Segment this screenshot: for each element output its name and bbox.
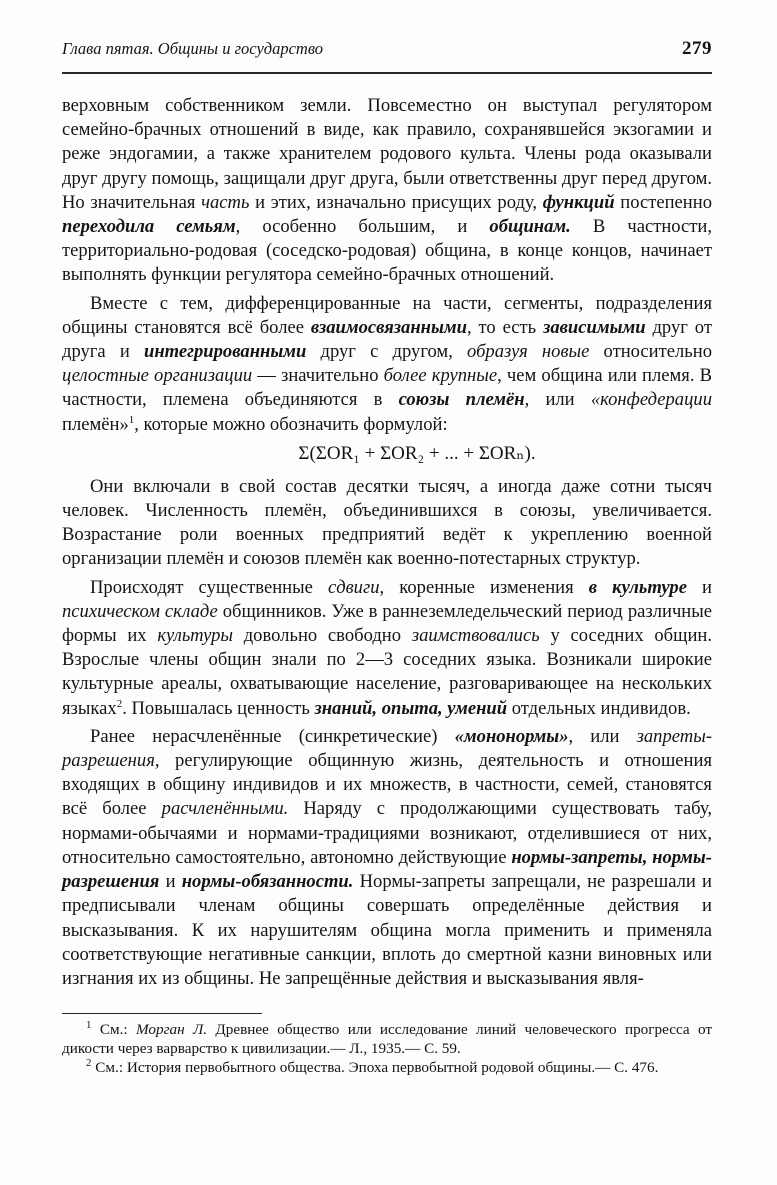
footnote-2: $^2$ См.: История первобытного общества. Эпоха первобытной родовой общины.— С. 476. <box>86 1057 659 1077</box>
footnote-rule <box>62 1013 262 1014</box>
page-number: 279 <box>682 38 712 59</box>
footnotes <box>62 1020 712 1077</box>
book-page <box>62 38 712 1077</box>
paragraph-3: Они включали в свой состав десятки тысяч, а иногда даже сотни тысяч человек. Численность племён, объединившихся в союзы, увеличивается. Возрастание роли военных предприятий ведёт к укреплению военной организации племён и союзов племён как военно-потестарных структур. <box>62 475 712 570</box>
paragraph-5: Ранее нерасчленённые (синкретические) «мононормы», или запреты-разрешения, регулирующие общинную жизнь, деятельность и отношения входящих в общину индивидов и их множеств, в частности, семей, становятся всё более расчленёнными. Наряду с продолжающими существовать табу, нормами-обычаями и нормами-традициями возникают, отделившиеся от них, относительно самостоятельно, автономно действующие нормы-запреты, нормы-разрешения и нормы-обязанности. Нормы-запреты запрещали, не разрешали и предписывали членам общины совершать определённые действия и высказывания. К их нарушителям община могла применить и применяла соответствующие негативные санкции, вплоть до смертной казни виновных или изгнания их из общины. Не запрещённые действия и высказывания явля- <box>62 725 713 989</box>
body-text <box>62 94 712 991</box>
page-header <box>62 38 712 66</box>
footnote-ref-1: 1 <box>128 413 135 426</box>
paragraph-4: Происходят существенные сдвиги, коренные изменения в культуре и психическом складе общинников. Уже в раннеземледельческий период различные формы их культуры довольно свободно заимствовались у соседних общин. Взрослые члены общин знали по 2—3 соседних языка. Возникали широкие культурные ареалы, охватывающие население, разговаривающее на нескольких языках$^2$. Повышалась ценность знаний, опыта, умений отдельных индивидов. <box>62 576 712 719</box>
footnote-ref-2: 2 <box>116 697 123 710</box>
formula: Σ(ΣOR₁ + ΣOR₂ + ... + ΣORₙ). <box>298 442 536 464</box>
paragraph-1: верховным собственником земли. Повсеместно он выступал регулятором семейно-брачных отношений в виде, как правило, сохранявшейся экзогамии и реже эндогамии, а также хранителем родового культа. Члены рода оказывали друг другу помощь, защищали друг друга, были ответственны друг перед другом. Но значительная часть и этих, изначально присущих роду, функций постепенно переходила семьям, особенно большим, и общинам. В частности, территориально-родовая (соседско-родовая) община, в конце концов, начинает выполнять функции регулятора семейно-брачных отношений. <box>62 95 713 286</box>
paragraph-2: Вместе с тем, дифференцированные на части, сегменты, подразделения общины становятся всё более взаимосвязанными, то есть зависимыми друг от друга и интегрированными друг с другом, образуя новые относительно целостные организации — значительно более крупные, чем община или племя. В частности, племена объединяются в союзы племён, или «конфедерации племён»$^1$, которые можно обозначить формулой: <box>62 292 713 435</box>
footnote-1: $^1$ См.: Морган Л. Древнее общество или исследование линий человеческого прогресса от дикости через варварство к цивилизации.— Л., 1935.— С. 59. <box>62 1019 712 1058</box>
header-rule <box>62 72 712 74</box>
running-head: Глава пятая. Общины и государство <box>62 39 324 58</box>
